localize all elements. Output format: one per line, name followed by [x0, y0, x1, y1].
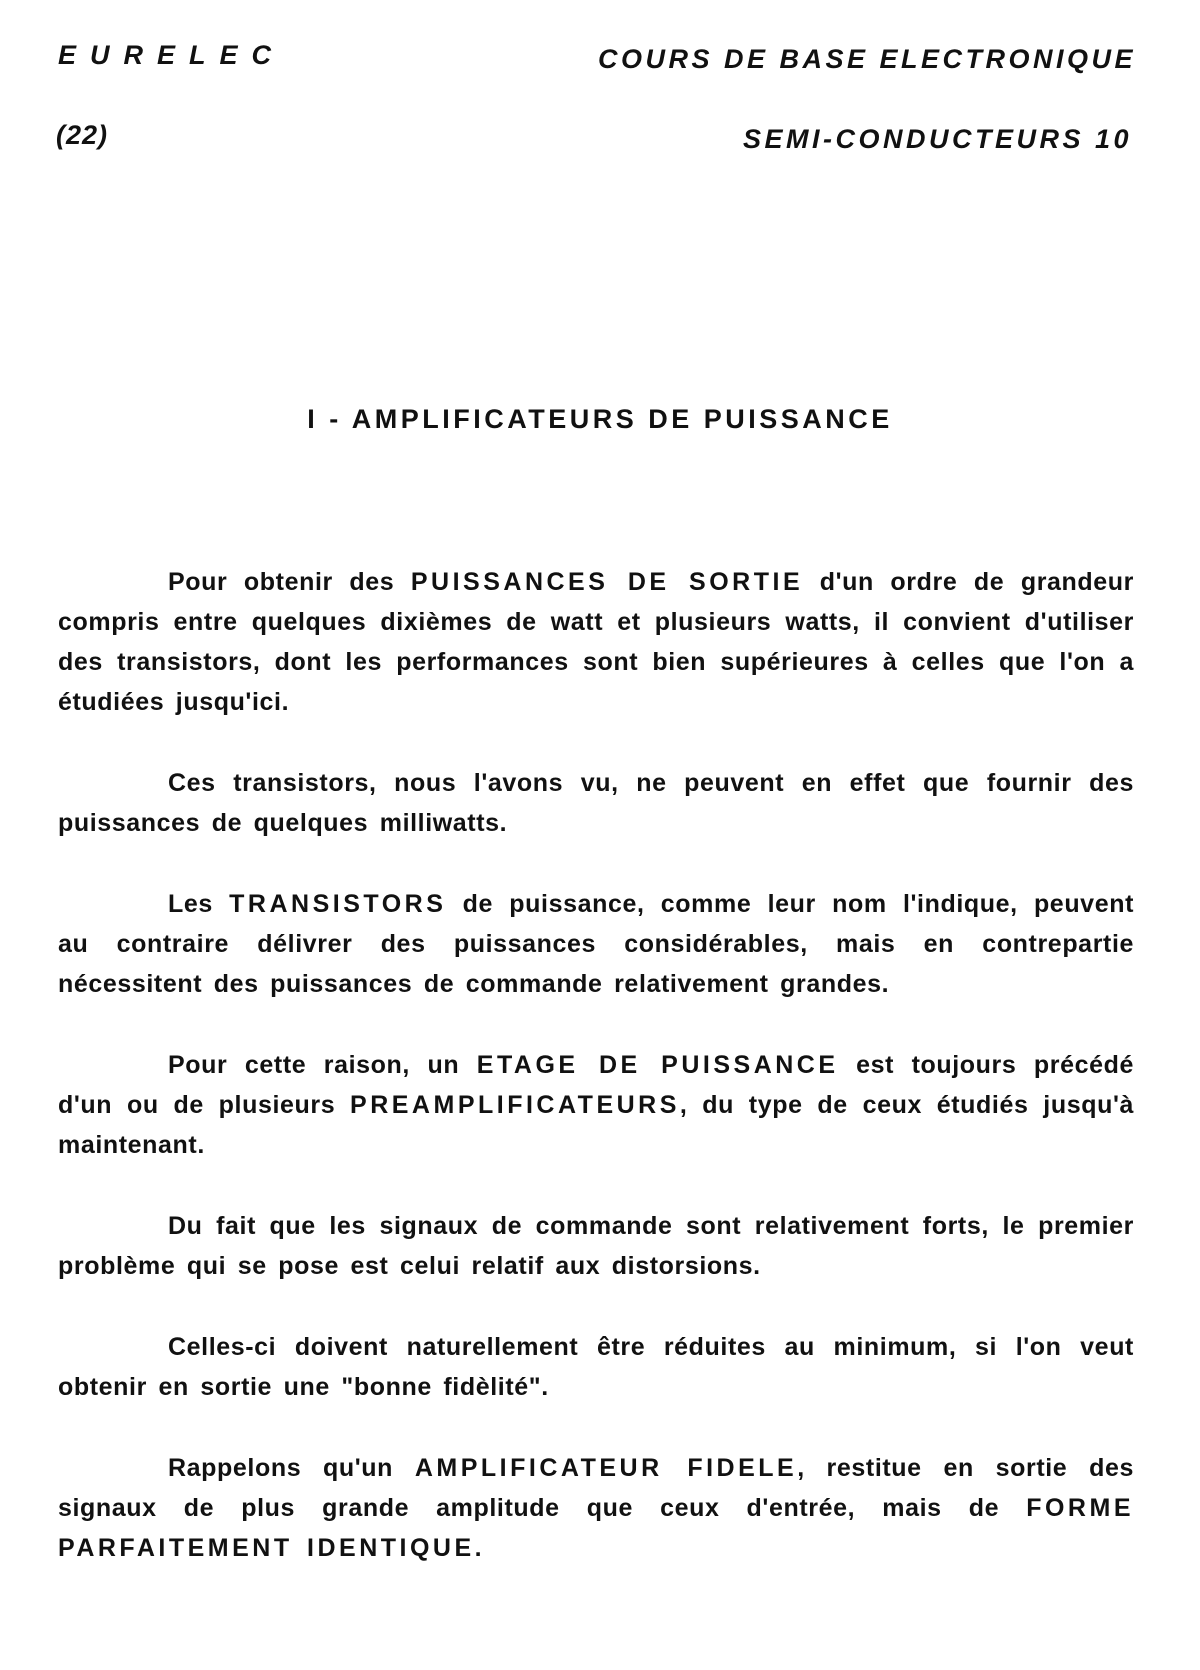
emphasis-term: AMPLIFICATEUR FIDELE: [414, 1454, 798, 1482]
paragraph-3: [58, 884, 1134, 1004]
paragraph-text: de puissance, comme leur nom l'indique, peuvent au contraire délivrer des puissances considérables, mais en contrepartie nécessitent des puissances de commande relativement grandes.: [58, 890, 1134, 998]
page-number: (22): [56, 120, 109, 150]
paragraph-5: [58, 1206, 1134, 1286]
paragraph-text: Du fait que les signaux de commande sont relativement forts, le premier problème qui se pose est celui relatif aux distorsions.: [58, 1212, 1134, 1280]
paragraph-text: Pour cette raison, un: [168, 1051, 477, 1079]
emphasis-term: FORME PARFAITEMENT IDENTIQUE: [58, 1494, 1134, 1562]
emphasis-term: PUISSANCES DE SORTIE: [410, 568, 804, 596]
paragraph-text: est toujours précédé d'un ou de plusieurs: [58, 1051, 1134, 1119]
paragraph-text: .: [474, 1534, 483, 1562]
paragraph-6: [58, 1327, 1134, 1407]
publisher-name: EURELEC: [58, 40, 286, 70]
lesson-title: SEMI-CONDUCTEURS 10: [742, 124, 1132, 154]
paragraph-7: [58, 1448, 1134, 1568]
paragraph-text: Pour obtenir des: [168, 568, 411, 596]
course-title: COURS DE BASE ELECTRONIQUE: [597, 44, 1136, 74]
paragraph-text: , restitue en sortie des signaux de plus grande amplitude que ceux d'entrée, mais de: [58, 1454, 1134, 1522]
paragraph-text: Celles-ci doivent naturellement être réduites au minimum, si l'on veut obtenir en sortie une "bonne fidèlité".: [58, 1333, 1134, 1401]
paragraph-text: Rappelons qu'un: [168, 1454, 415, 1482]
section-title: I - AMPLIFICATEURS DE PUISSANCE: [307, 404, 893, 434]
emphasis-term: PREAMPLIFICATEURS: [350, 1091, 680, 1119]
paragraph-4: [58, 1045, 1134, 1165]
emphasis-term: TRANSISTORS: [229, 890, 447, 918]
paragraph-2: [58, 763, 1134, 843]
paragraph-text: Les: [168, 890, 230, 918]
body-text: [58, 562, 1134, 1609]
paragraph-text: , du type de ceux étudiés jusqu'à maintenant.: [58, 1091, 1134, 1159]
emphasis-term: ETAGE DE PUISSANCE: [476, 1051, 839, 1079]
paragraph-text: d'un ordre de grandeur compris entre quelques dixièmes de watt et plusieurs watts, il convient d'utiliser des transistors, dont les performances sont bien supérieures à celles que l'on a étudiées jusqu'ici.: [58, 568, 1134, 716]
paragraph-text: Ces transistors, nous l'avons vu, ne peuvent en effet que fournir des puissances de quelques milliwatts.: [58, 769, 1134, 837]
paragraph-1: [58, 562, 1134, 722]
